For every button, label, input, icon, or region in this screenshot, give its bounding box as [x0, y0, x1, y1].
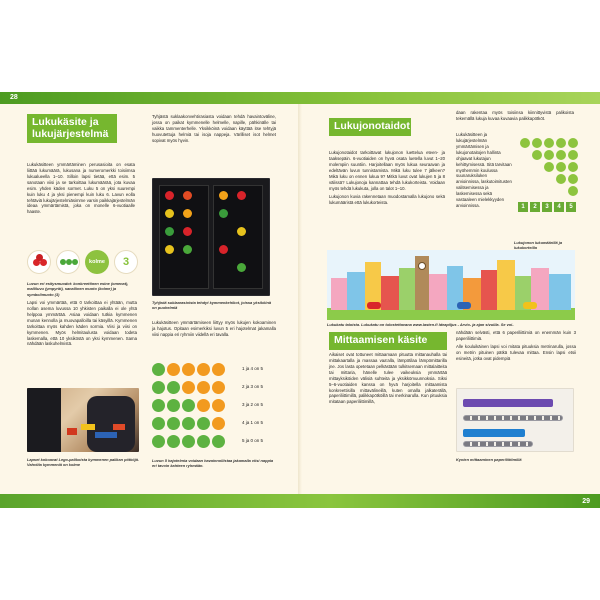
figure-caption: Luvun eri esitysmuodot: konkreettinen esine (omenat), malliluvu (ympyrät), sanallinen muoto (kolme) ja symbolimuoto (3) [27, 281, 129, 297]
house [331, 278, 347, 310]
decomposition-label: 5 ja 0 on 5 [242, 438, 264, 443]
bead [165, 209, 174, 218]
count-dot [556, 150, 566, 160]
decomposition-row [152, 380, 282, 395]
decomposition-row [152, 434, 282, 449]
bead [165, 227, 174, 236]
count-dot [544, 150, 554, 160]
decomposition-label: 2 ja 3 on 5 [242, 384, 264, 389]
paragraph: Aikaiset ovat tottuneet mittaamaan pituutta mittanauhalla tai mittakaartalla ja massaa vaa'alla, lämpötilaa lämpömittarilla jne. Jos lasta opetetaan pelkästään tulkitsemaan mittalaitteita tai mittaria, hänelle tulee vaikeuksia ymmärtää mittayksiköiden välisiä suhteita ja yksikkömuunnoksia. Siksi 5–6-vuotiaiden kanssa on hyvä harjoitella mittaamista konkreettisilla mittavälineillä, kuten omalla jalkaterällä, paperiliittimillä, palikkapötköillä tai merkinarulla. Kun pituuksia mitataan paperiliittimillä, [329, 352, 447, 405]
lego-brick [95, 432, 117, 438]
decomposition-figure [152, 362, 282, 452]
decomposition-label: 3 ja 2 on 5 [242, 402, 264, 407]
car-icon [457, 302, 471, 309]
bead [219, 191, 228, 200]
count-dot [568, 162, 578, 172]
number-card: 2 [530, 202, 540, 212]
child-figure [27, 388, 61, 452]
mittaamisen-text [329, 352, 447, 408]
decomposition-label: 1 ja 4 on 5 [242, 366, 264, 371]
ten-frame-boxes-photo [152, 178, 270, 296]
paragraph: Lukukäsitteen ymmärtämiseen liittyy myös lukujen kokoaminen ja hajotus. Opitaan esimerkiksi luvun 5 eri hajotelmat jakamalla viisi nappia eri ryhmiin viidellä eri tavalla. [152, 320, 276, 337]
hajotus-text [152, 320, 276, 340]
car-icon [367, 302, 381, 309]
bead [237, 191, 246, 200]
lukukasite-text [27, 162, 135, 218]
boxes-caption: Tyhjistä suklaarasioista tehdyt kymmenkehikot, joissa yksiköinä on puuhelmiä [152, 300, 272, 311]
lukujonotaidot-heading: Lukujonotaidot [329, 118, 411, 136]
house [399, 268, 415, 310]
house [429, 274, 447, 310]
lukutaju-text-top [456, 110, 574, 124]
street-caption: Lukukatu taloista. Lukukatu on tulostettavana www.lasten.fi Ideapiljus - Arvio- ja ajan sivuilla. Se voi- [327, 322, 514, 327]
clock-icon [418, 262, 426, 270]
number-card: 4 [554, 202, 564, 212]
paragraph: Tyhjästä suklaakonvehtirasiasta voidaan tehdä havaintoväline, jossa on paikat kymmenelle helmelle, napille, pähkinälle tai vaikka tammenterhelle. Yksikköinä voidaan käyttää itse tehtyjä huovutettuja helmiä tai isoja nappeja. Värilliset isot helmet sopivat myös hyvin. [152, 114, 276, 143]
count-dot [532, 150, 542, 160]
lego-brick [67, 428, 77, 435]
decomposition-row [152, 362, 282, 377]
count-dot [532, 138, 542, 148]
number-representation-figure [27, 250, 137, 276]
top-banner [0, 92, 600, 104]
pencil [463, 429, 525, 437]
lukujonotaidot-text [329, 150, 445, 208]
number-card: 5 [566, 202, 576, 212]
bead [183, 191, 192, 200]
chocolate-box-right [213, 185, 263, 289]
decomposition-row [152, 416, 282, 431]
paperclip-photo [456, 388, 574, 452]
right-page-number: 29 [582, 498, 590, 505]
left-page-number: 28 [10, 94, 18, 101]
suklaarasia-text [152, 114, 276, 146]
lego-brick [113, 424, 125, 430]
bead [165, 245, 174, 254]
house [549, 274, 571, 310]
page-gutter [298, 104, 302, 494]
circles-model-icon [56, 250, 80, 274]
lego-brick [81, 424, 95, 430]
book-spread [0, 92, 600, 508]
paragraph: Lapsi voi ymmärtää, että 0 tarkoittaa ei yhtään, mutta nollan asema luvussa 10 yhkisten paikalla ei ole yhtä helppoa ymmärtää. Asiaa voidaan tutkia kymmenen munan kennolla ja muovapalloilla tai käsyillä. Kymmenen tarkoittaa myös kahden käden sormia. Viisi ja viisi on kymmenen. Myös helmitaulusta voidaan todeta laskemalla, että 10 yksiköstä on yksi kymmenen. Sama nähdään laskuhelmistä. [27, 300, 137, 347]
lukukasite-text-2 [27, 300, 137, 350]
numeral-circle: 3 [114, 250, 138, 274]
paragraph: nähdään selvästi, että 6 paperiliittimiä on enemmän kuin 3 paperiliittimiä. [456, 330, 576, 341]
count-dot [568, 138, 578, 148]
mittaamisen-text-2 [456, 330, 576, 365]
bead [237, 227, 246, 236]
bead [219, 209, 228, 218]
house [481, 270, 497, 310]
count-dot [568, 174, 578, 184]
pencil [463, 399, 553, 407]
bead [183, 227, 192, 236]
paragraph: Lukujonon kuvia rakennetaan muodostamalla lukujono sekä lukumääristä että lukukorteista. [329, 193, 445, 205]
count-dot [568, 150, 578, 160]
count-dot [520, 138, 530, 148]
mittaamisen-heading: Mittaamisen käsite [329, 332, 447, 350]
house [381, 276, 399, 310]
bead [165, 191, 174, 200]
photo-caption: Lapset kokoavat Lego-palikoista kymmenen palikan pötköjä. Vahvilta kymmeniä on kolme [27, 457, 139, 468]
paperclip-caption: Kynien mittaaminen paperiliittimillä [456, 457, 522, 462]
paragraph: Lukujonotaidot tarkoittavat lukujonon luettelua eteen- ja taaksepäin. 6-vuotiaiden on hyvä osata luetella luvut 1–20 molempiin suuntiin. Harjoitellaan myös lukua seuraavan ja edeltävän luvun tunnistamista. Mikä luku tulee 7 jälkeen? Mikä luku on ennen lukua 9? Mitkä luvut ovat lukujen 5 ja 8 välissä? Lukujonoja kannattaa tehdä lukukorteista. Voidaan myös tehdä lukukuta, jolla on talot 1–10. [329, 150, 445, 191]
number-word-circle: kolme [85, 250, 109, 274]
count-dot [544, 162, 554, 172]
paperclip-chain [463, 415, 563, 421]
paragraph: Lukukäsitteen ja lukujärjestelmän ymmärtämisen ja lukujonotaitojen hallinta ohjaavat lukutajun kehittymisessä. Sitä tarvitaan myöhemmin koulussa suunaruksiluken arvioinnissa, laskutoimitusten valitsemisessa ja laskemisessa sekä vastaaleen mielekkyyden arvioinnissa. [456, 132, 512, 209]
house [347, 272, 365, 310]
decomposition-caption: Luvun 5 hajotelmia voidaan havainnollistaa jakamalla viisi nappia eri tavoin kahteen ryhmään. [152, 458, 274, 469]
number-staircase-figure [514, 132, 578, 232]
bead [237, 263, 246, 272]
count-dot [556, 174, 566, 184]
decomposition-label: 4 ja 1 on 5 [242, 420, 264, 425]
number-card: 1 [518, 202, 528, 212]
bead [183, 209, 192, 218]
left-page-heading: Lukukäsite ja lukujärjestelmä [27, 114, 117, 143]
house [497, 260, 515, 310]
paragraph: Alle kouluikäinen lapsi voi mitata pituuksia metrinarulla, jossa on metrin pituinen pätkä tulevaa mittaa. Ensin lapsi etsii esineitä, jotka ovat pidempiä [456, 344, 576, 362]
staircase-caption: Lukujonon lukumäärillä ja lukukorteilla [514, 240, 562, 251]
lukutaju-text [456, 132, 512, 211]
count-dot [544, 138, 554, 148]
car-icon [523, 302, 537, 309]
chocolate-box-left [159, 185, 209, 289]
paperclip-chain [463, 441, 533, 447]
decomposition-row [152, 398, 282, 413]
paragraph: daan rakentaa myös toisiinsa kiinnittyvistä palikoista tekemällä lukuja kuvaa kuvaavia palikkapötköt. [456, 110, 574, 121]
count-dot [568, 186, 578, 196]
number-street-illustration [327, 250, 575, 320]
bead [183, 245, 192, 254]
paragraph: Lukukäsitteen ymmärtäminen perusasioita on esata liittää lukumäärä, lukusana ja numeromerkki toisiimsa lukualueella 1–10. Silloin lapsi tietää, että esim. 5 sanotaan viisi ja se tarkoittaa lukumäärää, jota kuvaa esim. yhden käden sormet. Luku 5 on yksi suurempi kuin luku 4 ja yksi pienempi kuin luku 6. Lavun eolla tehtäviä lukujärjestelmiäsimme varsin paikkajärjestelmän ideaa ymmärtämistä, joka on monelle 6-vuotiaalle haaste. [27, 162, 135, 215]
bottom-banner [0, 494, 600, 508]
number-card: 3 [542, 202, 552, 212]
apples-icon [27, 250, 51, 274]
count-dot [556, 162, 566, 172]
count-dot [556, 138, 566, 148]
bead [219, 245, 228, 254]
lego-photo [27, 388, 139, 452]
